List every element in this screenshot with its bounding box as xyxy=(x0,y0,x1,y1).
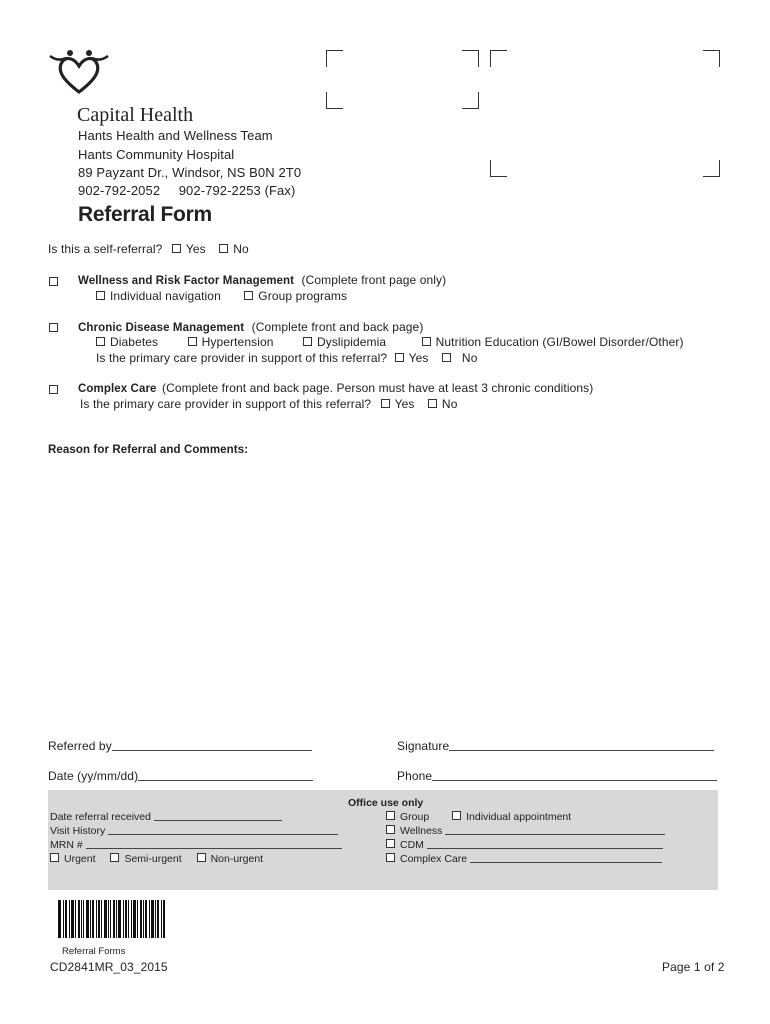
chronic-support-question: Is the primary care provider in support of this referral? xyxy=(96,351,388,365)
office-use-panel xyxy=(48,790,718,890)
office-complex-field xyxy=(386,853,662,865)
date-label: Date (yy/mm/dd) xyxy=(48,769,139,783)
office-cdm-field xyxy=(386,839,663,851)
dyslipidemia-label: Dyslipidemia xyxy=(316,335,387,349)
team-name: Hants Health and Wellness Team xyxy=(78,128,273,143)
chronic-note: (Complete front and back page) xyxy=(251,320,424,334)
self-referral-row xyxy=(48,242,249,256)
office-wellness-field xyxy=(386,825,665,837)
office-wellness-line[interactable] xyxy=(445,834,665,835)
wellness-checkbox[interactable] xyxy=(49,277,58,286)
office-cdm-line[interactable] xyxy=(427,848,663,849)
hypertension-label: Hypertension xyxy=(201,335,274,349)
diabetes-label: Diabetes xyxy=(110,335,159,349)
non-urgent-checkbox[interactable] xyxy=(197,853,206,862)
complex-support-row xyxy=(80,397,457,411)
office-cdm-checkbox[interactable] xyxy=(386,839,395,848)
urgent-checkbox[interactable] xyxy=(50,853,59,862)
office-complex-label: Complex Care xyxy=(400,853,468,865)
complex-support-no-checkbox[interactable] xyxy=(428,399,437,408)
hospital-name: Hants Community Hospital xyxy=(78,147,235,162)
office-wellness-label: Wellness xyxy=(400,825,443,837)
date-received-field[interactable] xyxy=(50,811,282,823)
urgent-label: Urgent xyxy=(64,853,96,865)
complex-heading xyxy=(78,381,593,395)
visit-history-field[interactable] xyxy=(50,825,338,837)
complex-title: Complex Care xyxy=(78,383,157,395)
complex-support-no-label: No xyxy=(441,397,458,411)
referred-by-line[interactable] xyxy=(112,750,312,751)
reason-comments-area[interactable] xyxy=(48,462,718,724)
chronic-title: Chronic Disease Management xyxy=(78,322,245,334)
chronic-support-yes-checkbox[interactable] xyxy=(395,353,404,362)
form-title: Referral Form xyxy=(78,203,212,226)
individual-navigation-checkbox[interactable] xyxy=(96,291,105,300)
self-referral-no-checkbox[interactable] xyxy=(219,244,228,253)
phone-fax: 902-792-2052 902-792-2253 (Fax) xyxy=(78,183,296,198)
phone-field[interactable] xyxy=(397,769,717,783)
urgency-row xyxy=(50,853,263,865)
org-name: Capital Health xyxy=(77,104,194,126)
office-group-label: Group xyxy=(400,811,430,823)
office-individual-label: Individual appointment xyxy=(466,811,572,823)
page-number: Page 1 of 2 xyxy=(662,960,725,974)
form-code: CD2841MR_03_2015 xyxy=(50,960,168,974)
signature-line[interactable] xyxy=(449,750,714,751)
self-referral-yes-checkbox[interactable] xyxy=(172,244,181,253)
self-referral-yes-label: Yes xyxy=(185,242,206,256)
chronic-checkbox[interactable] xyxy=(49,323,58,332)
capital-health-logo-icon xyxy=(48,48,110,98)
office-title: Office use only xyxy=(348,797,424,809)
visit-history-line[interactable] xyxy=(108,834,338,835)
hypertension-checkbox[interactable] xyxy=(188,337,197,346)
chronic-support-no-label: No xyxy=(461,351,478,365)
non-urgent-label: Non-urgent xyxy=(210,853,264,865)
complex-care-checkbox[interactable] xyxy=(49,385,58,394)
office-wellness-checkbox[interactable] xyxy=(386,825,395,834)
semi-urgent-label: Semi-urgent xyxy=(124,853,182,865)
referred-by-label: Referred by xyxy=(48,739,112,753)
complex-support-yes-label: Yes xyxy=(394,397,415,411)
chronic-heading xyxy=(78,320,423,334)
semi-urgent-checkbox[interactable] xyxy=(110,853,119,862)
chronic-support-yes-label: Yes xyxy=(408,351,429,365)
office-complex-checkbox[interactable] xyxy=(386,853,395,862)
office-cdm-label: CDM xyxy=(400,839,424,851)
visit-history-label: Visit History xyxy=(50,825,106,837)
group-programs-label: Group programs xyxy=(258,289,348,303)
date-received-line[interactable] xyxy=(154,820,282,821)
date-field[interactable] xyxy=(48,769,313,783)
program-row-1 xyxy=(386,811,571,823)
date-line[interactable] xyxy=(138,780,313,781)
wellness-title: Wellness and Risk Factor Management xyxy=(78,275,295,287)
diabetes-checkbox[interactable] xyxy=(96,337,105,346)
complex-support-question: Is the primary care provider in support of this referral? xyxy=(80,397,372,411)
wellness-options xyxy=(96,289,347,303)
signature-field[interactable] xyxy=(397,739,714,753)
phone-label: Phone xyxy=(397,769,433,783)
self-referral-question: Is this a self-referral? xyxy=(48,242,163,256)
chronic-support-no-checkbox[interactable] xyxy=(442,353,451,362)
group-programs-checkbox[interactable] xyxy=(244,291,253,300)
wellness-heading xyxy=(78,273,446,287)
complex-note: (Complete front and back page. Person must have at least 3 chronic conditions) xyxy=(161,381,594,395)
nutrition-education-label: Nutrition Education (GI/Bowel Disorder/Other) xyxy=(435,335,684,349)
barcode-label: Referral Forms xyxy=(62,946,126,957)
office-group-checkbox[interactable] xyxy=(386,811,395,820)
individual-navigation-label: Individual navigation xyxy=(110,289,221,303)
referred-by-field[interactable] xyxy=(48,739,312,753)
mrn-label: MRN # xyxy=(50,839,83,851)
office-complex-line[interactable] xyxy=(470,862,662,863)
chronic-options xyxy=(96,335,684,349)
complex-support-yes-checkbox[interactable] xyxy=(381,399,390,408)
signature-label: Signature xyxy=(397,739,450,753)
wellness-note: (Complete front page only) xyxy=(301,273,447,287)
nutrition-education-checkbox[interactable] xyxy=(422,337,431,346)
mrn-line[interactable] xyxy=(86,848,342,849)
chronic-support-row xyxy=(96,351,477,365)
barcode xyxy=(58,900,190,938)
office-individual-checkbox[interactable] xyxy=(452,811,461,820)
dyslipidemia-checkbox[interactable] xyxy=(303,337,312,346)
date-received-label: Date referral received xyxy=(50,811,151,823)
reason-label: Reason for Referral and Comments: xyxy=(48,444,249,456)
address: 89 Payzant Dr., Windsor, NS B0N 2T0 xyxy=(78,165,302,180)
mrn-field[interactable] xyxy=(50,839,342,851)
self-referral-no-label: No xyxy=(233,242,249,256)
phone-line[interactable] xyxy=(432,780,717,781)
